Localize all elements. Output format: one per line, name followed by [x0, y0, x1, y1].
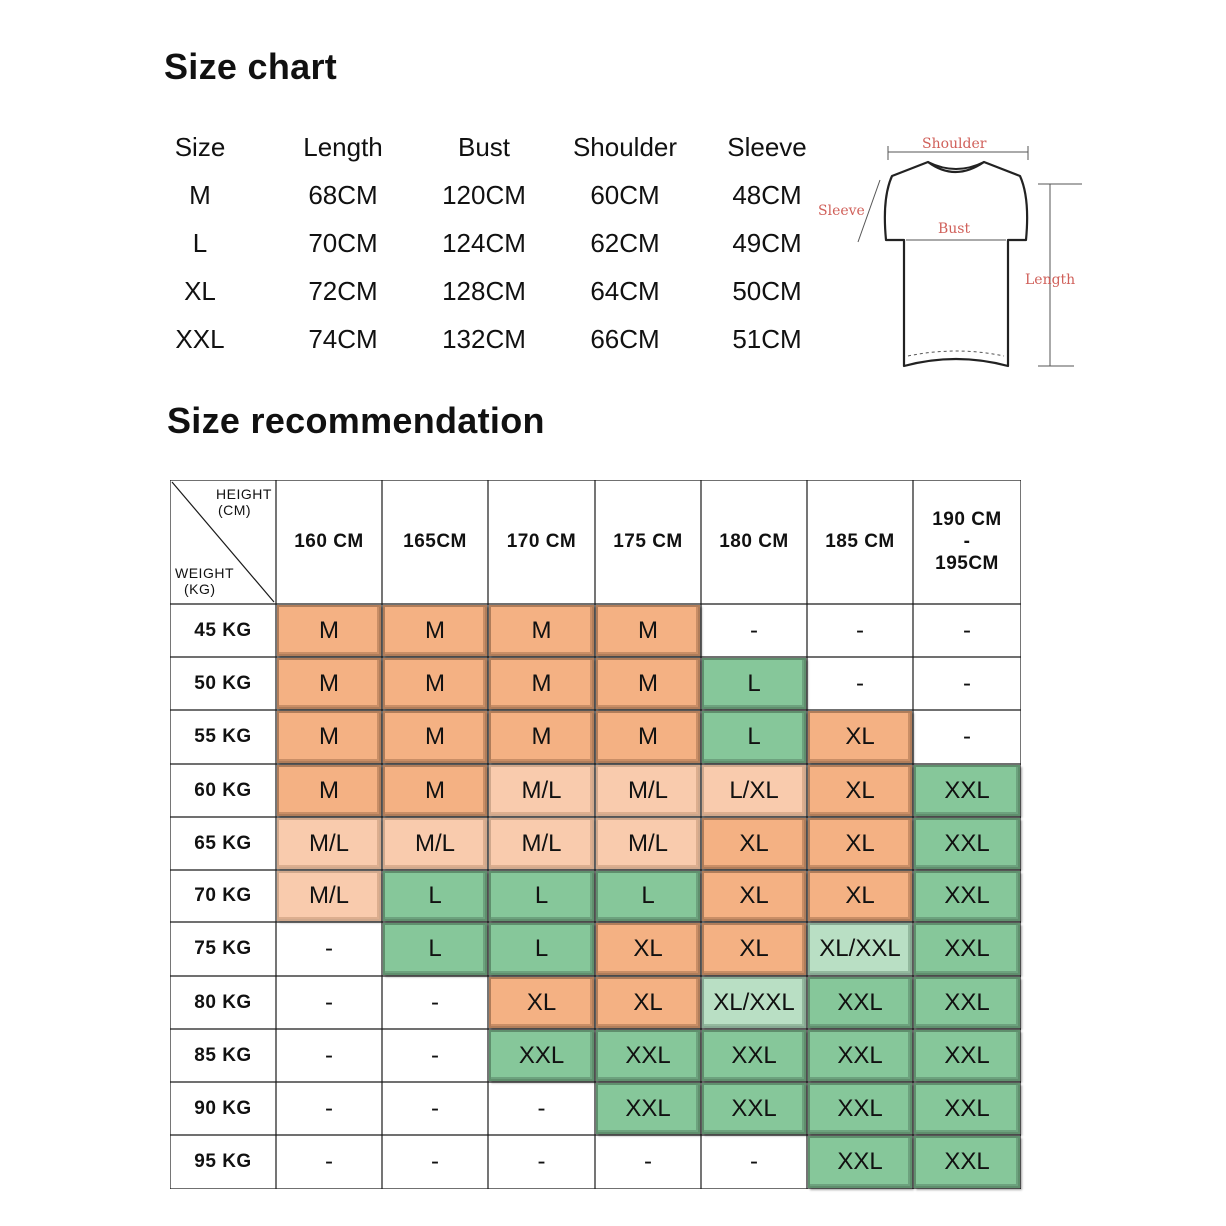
size-cell: M [489, 711, 594, 763]
length-label: Length [1025, 272, 1076, 288]
size-cell: M/L [277, 871, 381, 921]
size-cell: - [325, 1148, 333, 1175]
size-cell: M/L [596, 818, 700, 869]
size-cell: XL [702, 818, 806, 869]
size-chart-cell: L [192, 228, 208, 258]
weight-header: 95 KG [194, 1151, 252, 1172]
size-cell: - [431, 1094, 439, 1122]
size-cell: XL/XXL [808, 923, 912, 975]
size-cell: - [644, 1148, 652, 1175]
size-cell: XL [596, 923, 700, 975]
size-cell: M [383, 765, 487, 816]
size-chart-cell: 74CM [308, 324, 378, 354]
weight-header: 70 KG [194, 885, 252, 906]
height-header: 190 CM - 195CM [932, 509, 1002, 574]
size-chart-cell: 124CM [442, 228, 526, 258]
size-cell: XXL [914, 923, 1020, 975]
size-cell: XXL [808, 1136, 912, 1188]
weight-header: 80 KG [194, 991, 252, 1013]
size-cell: M [489, 605, 594, 656]
weight-header: 60 KG [194, 779, 252, 801]
size-cell: XXL [914, 1030, 1020, 1081]
size-chart-cell: 64CM [590, 276, 660, 306]
size-cell: XL [808, 871, 912, 921]
size-cell: XXL [489, 1030, 594, 1081]
size-cell: M [277, 605, 381, 656]
size-cell: M/L [489, 818, 594, 869]
weight-header: 55 KG [194, 726, 252, 747]
height-header: 165CM [403, 531, 467, 553]
bust-label: Bust [938, 221, 971, 237]
size-chart-cell: 49CM [732, 228, 802, 258]
size-chart-cell: 62CM [590, 228, 660, 258]
size-cell: - [856, 669, 864, 697]
size-chart-cell: 72CM [308, 276, 378, 306]
size-cell: - [431, 1148, 439, 1175]
size-cell: - [963, 616, 971, 644]
size-cell: - [750, 616, 758, 644]
weight-header: 75 KG [194, 938, 252, 959]
size-chart-cell: 50CM [732, 276, 802, 306]
size-chart-cell: 66CM [590, 324, 660, 354]
weight-header: 85 KG [194, 1044, 252, 1066]
size-chart-cell: M [189, 180, 211, 210]
size-chart-row [130, 316, 850, 362]
size-cell: M [277, 711, 381, 763]
size-cell: XXL [914, 871, 1020, 921]
size-chart-cell: 48CM [732, 180, 802, 210]
size-cell: L [489, 923, 594, 975]
size-cell: M [596, 658, 700, 709]
size-cell: - [325, 1041, 333, 1069]
size-cell: XXL [596, 1083, 700, 1134]
size-cell: - [325, 1094, 333, 1122]
sleeve-label: Sleeve [818, 203, 865, 219]
size-cell: XL [596, 977, 700, 1028]
size-chart-cell: 132CM [442, 324, 526, 354]
size-chart-cell: Length [303, 132, 383, 162]
size-recommendation-grid [170, 480, 1021, 1189]
size-chart-cell: Shoulder [572, 132, 678, 162]
corner-height-label: HEIGHT (CM) [216, 486, 272, 518]
weight-header: 65 KG [194, 832, 252, 854]
size-chart-cell: Bust [457, 132, 511, 162]
weight-header: 50 KG [194, 672, 252, 694]
size-chart-cell: Sleeve [727, 132, 807, 162]
size-cell: XXL [914, 765, 1020, 816]
height-header: 185 CM [825, 531, 895, 553]
size-cell: L/XL [702, 765, 806, 816]
size-chart-header-row [130, 124, 850, 170]
size-chart-cell: Size [174, 132, 226, 162]
size-recommendation-title: Size recommendation [167, 400, 545, 441]
size-cell: M/L [596, 765, 700, 816]
size-chart-title: Size chart [164, 46, 338, 87]
size-cell: M/L [277, 818, 381, 869]
size-cell: M [277, 658, 381, 709]
size-cell: M/L [383, 818, 487, 869]
size-cell: - [325, 988, 333, 1016]
size-chart-cell: 128CM [442, 276, 526, 306]
size-cell: XXL [808, 1030, 912, 1081]
size-cell: XXL [702, 1083, 806, 1134]
size-cell: - [537, 1148, 546, 1175]
size-chart-cell: 68CM [308, 180, 378, 210]
tshirt-outline [885, 162, 1027, 366]
size-cell: - [750, 1148, 758, 1175]
size-cell: XL [808, 711, 912, 763]
size-cell: XXL [914, 1136, 1020, 1188]
size-chart-row [130, 268, 850, 314]
corner-weight-label: WEIGHT (KG) [175, 565, 234, 597]
weight-header: 90 KG [194, 1097, 252, 1119]
size-cell: L [383, 923, 487, 975]
size-cell: M [489, 658, 594, 709]
size-cell: M/L [489, 765, 594, 816]
height-header: 180 CM [719, 531, 789, 553]
size-chart-row [130, 220, 850, 266]
size-cell: XL [702, 871, 806, 921]
size-chart-cell: XXL [175, 324, 225, 354]
size-cell: XXL [914, 818, 1020, 869]
size-cell: M [383, 658, 487, 709]
size-cell: XXL [808, 1083, 912, 1134]
size-cell: L [702, 711, 806, 763]
size-cell: XXL [596, 1030, 700, 1081]
size-chart-cell: 120CM [442, 180, 526, 210]
size-cell: - [431, 988, 439, 1016]
height-header: 175 CM [613, 531, 683, 553]
size-cell: M [383, 711, 487, 763]
size-cell: XXL [914, 1083, 1020, 1134]
height-header: 170 CM [506, 531, 577, 553]
size-chart-cell: 60CM [590, 180, 660, 210]
size-cell: L [596, 871, 700, 921]
size-cell: - [537, 1094, 546, 1122]
size-cell: - [431, 1041, 439, 1069]
size-cell: XL [808, 765, 912, 816]
size-cell: XXL [702, 1030, 806, 1081]
size-chart-cell: XL [184, 276, 216, 306]
size-chart-row [130, 172, 850, 218]
size-cell: M [277, 765, 381, 816]
size-cell: L [383, 871, 487, 921]
size-cell: XL [808, 818, 912, 869]
size-cell: - [963, 669, 971, 697]
size-cell: - [325, 935, 333, 962]
size-cell: - [963, 723, 971, 750]
size-cell: - [856, 616, 864, 644]
size-cell: XL [489, 977, 594, 1028]
size-cell: XXL [808, 977, 912, 1028]
size-cell: M [596, 711, 700, 763]
size-cell: XL/XXL [702, 977, 806, 1028]
tshirt-diagram [812, 132, 1092, 372]
shoulder-label: Shoulder [922, 136, 987, 152]
size-cell: M [596, 605, 700, 656]
size-chart-cell: 51CM [732, 324, 802, 354]
weight-header: 45 KG [194, 619, 252, 641]
size-cell: XL [702, 923, 806, 975]
size-cell: XXL [914, 977, 1020, 1028]
size-cell: L [702, 658, 806, 709]
size-cell: L [489, 871, 594, 921]
height-header: 160 CM [294, 531, 364, 553]
size-cell: M [383, 605, 487, 656]
size-chart-cell: 70CM [308, 228, 378, 258]
